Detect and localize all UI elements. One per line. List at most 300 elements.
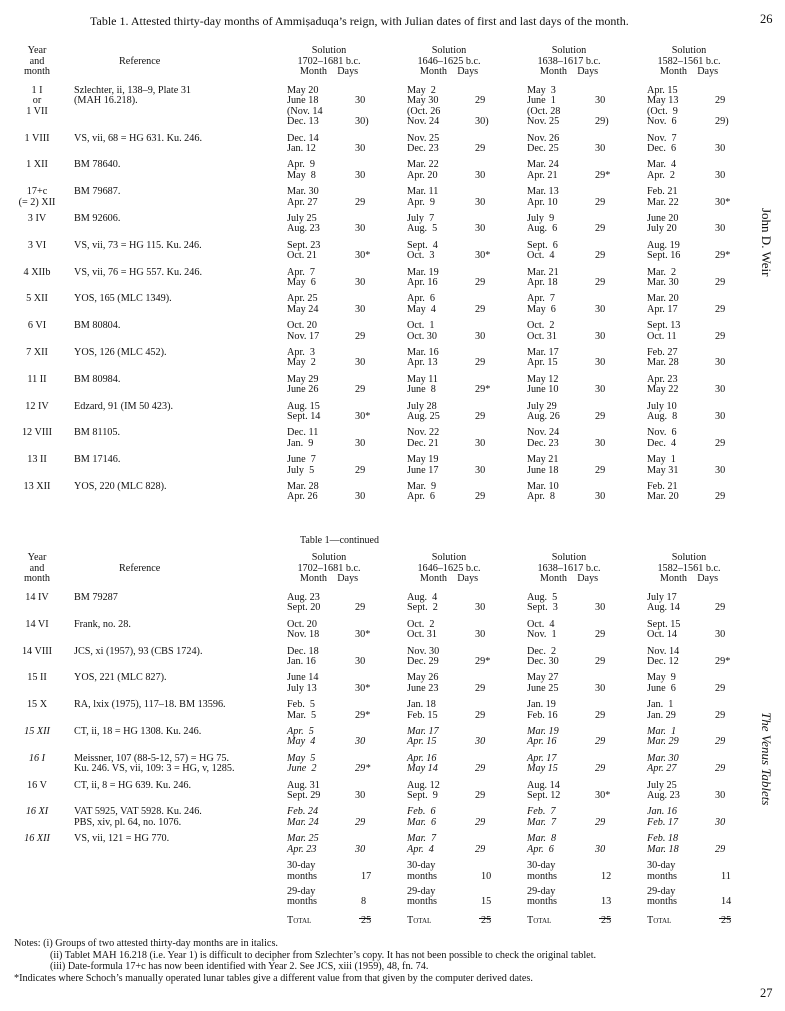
days-header: Days [577, 66, 599, 77]
table-row [14, 134, 732, 161]
days-header: Days [697, 573, 719, 584]
month-date: Mar. 17 [527, 346, 559, 358]
month-date: Jan. 9 [287, 437, 314, 449]
day-count: 30 [475, 223, 486, 235]
date-line [647, 818, 742, 828]
thirty-day-label: months 11 [647, 870, 731, 882]
month-date: Oct. 2 [407, 618, 435, 630]
day-count: 30* [355, 629, 371, 641]
month-date: Mar. 4 [647, 159, 677, 171]
date-line [647, 711, 742, 721]
date-line [407, 278, 502, 288]
month-date: Apr. 13 [407, 357, 438, 369]
date-line [287, 657, 382, 667]
month-date: Apr. 3 [287, 346, 316, 358]
solution-cell [287, 593, 382, 614]
solution-cell [527, 134, 622, 155]
day-count: 29 [475, 843, 486, 855]
date-line [527, 466, 622, 476]
month-date: May 20 [287, 85, 319, 96]
month-date: Aug. 12 [407, 779, 440, 791]
month-date: Dec. 21 [407, 437, 439, 449]
day-count: 30* [595, 789, 611, 801]
month-date: Oct. 31 [407, 629, 437, 641]
solution-cell [527, 214, 622, 235]
month-date: May 15 [527, 763, 558, 775]
month-date: Jan. 16 [647, 806, 677, 818]
month-date: May 13 [647, 95, 679, 107]
year-month-cell [14, 593, 60, 603]
date-line [407, 117, 502, 127]
solution-cell [407, 294, 502, 315]
reference-line: CT, ii, 18 = HG 1308. Ku. 246. [74, 725, 202, 737]
date-line [287, 455, 382, 465]
solution-cell [407, 348, 502, 369]
year-month-line: 4 XIIb [23, 266, 51, 278]
day-count: 29 [595, 464, 606, 476]
days-header: Days [457, 573, 479, 584]
day-count: 30 [715, 223, 726, 235]
reference-cell [74, 647, 203, 657]
month-date: Sept. 12 [527, 789, 561, 801]
date-line [407, 385, 502, 395]
solution-cell [287, 807, 382, 828]
day-count: 30 [475, 330, 486, 342]
month-date: Nov. 24 [407, 116, 440, 128]
date-line [287, 332, 382, 342]
month-date: Feb. 15 [407, 709, 438, 721]
solution-column-header [399, 46, 499, 78]
year-month-cell [14, 727, 60, 737]
table-part-2 [14, 553, 732, 931]
year-month-cell [14, 160, 60, 170]
year-month-line: 14 VI [25, 618, 49, 630]
solution-range: 1702–1681 b.c. [297, 562, 361, 574]
day-count: 30* [355, 410, 371, 422]
summary-cell [287, 861, 397, 927]
reference-line: VS, vii, 76 = HG 557. Ku. 246. [74, 266, 203, 278]
solution-cell [647, 700, 742, 721]
month-date: Aug. 6 [527, 223, 558, 235]
twentynine-day-label: 29-day [287, 885, 316, 897]
date-line [527, 764, 622, 774]
day-count: 29 [355, 330, 366, 342]
day-count: 29 [595, 410, 606, 422]
date-line [407, 630, 502, 640]
month-date: Apr. 21 [527, 169, 558, 181]
solution-cell [527, 700, 622, 721]
month-date: Dec. 4 [647, 437, 677, 449]
day-count: 30 [595, 491, 606, 503]
total-count: 25 [721, 915, 732, 927]
day-count: 29) [595, 116, 609, 128]
month-date: Dec. 11 [287, 427, 319, 439]
day-count: 30) [475, 116, 489, 128]
date-line [527, 198, 622, 208]
month-date: Apr. 23 [287, 843, 317, 855]
month-date: May 2 [287, 357, 316, 369]
month-date: May 29 [287, 373, 319, 385]
reference-line: BM 79287 [74, 592, 118, 603]
reference-cell [74, 268, 202, 278]
month-date: Nov. 18 [287, 629, 320, 641]
month-date: Dec. 6 [647, 142, 677, 154]
month-date: Feb. 24 [287, 806, 319, 818]
day-count: 29* [595, 169, 611, 181]
day-count: 30 [475, 464, 486, 476]
month-date: Mar. 8 [527, 833, 557, 845]
month-date: Jan. 12 [287, 142, 316, 154]
day-count: 30 [355, 223, 366, 235]
year-month-line: 15 II [27, 672, 47, 684]
month-date: Nov. 30 [407, 645, 440, 657]
twentynine-day-count: 14 [721, 896, 732, 908]
day-count: 30 [355, 655, 366, 667]
month-date: May 5 [287, 752, 316, 764]
month-date: Mar. 30 [647, 752, 679, 764]
year-month-cell [14, 781, 60, 791]
date-line [407, 684, 502, 694]
day-count: 30 [355, 276, 366, 288]
solution-cell [407, 754, 502, 775]
day-count: 30 [595, 384, 606, 396]
reference-line: Szlechter, ii, 138–9, Plate 31 [74, 85, 192, 96]
month-date: Sept. 9 [407, 789, 438, 801]
date-line [407, 603, 502, 613]
date-line [527, 657, 622, 667]
year-month-line: 13 XII [23, 480, 51, 492]
month-date: Aug. 23 [287, 223, 320, 235]
year-month-line: 1 VII [26, 105, 48, 117]
date-line [527, 603, 622, 613]
year-month-cell [14, 673, 60, 683]
day-count: 29* [475, 655, 491, 667]
summary-cell [647, 861, 757, 927]
date-line [647, 492, 742, 502]
solution-cell [647, 294, 742, 315]
solution-cell [647, 134, 742, 155]
month-date: May 24 [287, 303, 319, 315]
twentynine-day-label: months 13 [527, 896, 612, 908]
solution-cell [407, 375, 502, 396]
year-month-line: 16 I [28, 752, 46, 764]
year-month-cell [14, 402, 60, 412]
date-line [527, 117, 622, 127]
month-date: Oct. 30 [407, 330, 437, 342]
date-line [647, 321, 742, 331]
month-date: May 6 [287, 276, 316, 288]
date-line [527, 684, 622, 694]
date-line [647, 278, 742, 288]
solution-cell [407, 187, 502, 208]
month-date: May 30 [407, 95, 439, 107]
month-date: June 6 [647, 682, 676, 694]
solution-cell [287, 673, 382, 694]
year-month-line: or [32, 95, 42, 107]
day-count: 29 [595, 629, 606, 641]
month-date: June 1 [527, 95, 556, 107]
month-date: July 28 [407, 400, 437, 412]
reference-cell [74, 620, 131, 630]
month-date: Apr. 16 [407, 276, 438, 288]
day-count: 29 [715, 602, 726, 614]
solution-range: 1702–1681 b.c. [297, 55, 361, 67]
month-date: June 7 [287, 454, 316, 466]
solution-column-header [639, 46, 739, 78]
days-header: Days [337, 66, 359, 77]
solution-cell [407, 482, 502, 503]
reference-cell [74, 134, 202, 144]
solution-cell [647, 482, 742, 503]
month-date: (Nov. 14 [287, 105, 323, 117]
month-date: Oct. 4 [527, 618, 555, 630]
reference-line: BM 17146. [74, 454, 121, 466]
reference-cell [74, 673, 167, 683]
date-line [647, 439, 742, 449]
month-date: July 5 [287, 464, 315, 476]
month-date: Nov. 25 [407, 132, 440, 144]
day-count: 30 [355, 169, 366, 181]
year-month-line: 1 I [31, 85, 43, 96]
month-date: Aug. 5 [407, 223, 438, 235]
month-header: Month [539, 66, 568, 77]
reference-line: YOS, 220 (MLC 828). [74, 480, 167, 492]
days-header: Days [457, 66, 479, 77]
year-month-line: 15 X [26, 699, 48, 711]
reference-line: YOS, 221 (MLC 827). [74, 672, 167, 684]
date-line [287, 818, 382, 828]
year-month-cell [14, 214, 60, 224]
solution-cell [287, 620, 382, 641]
month-date: Mar. 28 [287, 480, 319, 492]
solution-cell [647, 86, 742, 128]
date-line [407, 818, 502, 828]
table-row [14, 455, 732, 482]
thirty-day-count: 12 [601, 870, 612, 882]
day-count: 29 [595, 763, 606, 775]
reference-cell [74, 807, 202, 828]
day-count: 30 [715, 142, 726, 154]
day-count: 29 [475, 357, 486, 369]
solution-cell [647, 160, 742, 181]
date-line [527, 358, 622, 368]
solution-cell [407, 321, 502, 342]
date-line [647, 845, 742, 855]
summary-cell [527, 861, 637, 927]
date-line [407, 144, 502, 154]
month-date: Mar. 24 [287, 816, 319, 828]
month-date: Apr. 16 [407, 752, 437, 764]
solution-range: 1638–1617 b.c. [537, 55, 601, 67]
twentynine-day-count: 8 [361, 896, 367, 908]
solution-cell [407, 700, 502, 721]
solution-cell [407, 620, 502, 641]
date-line [407, 332, 502, 342]
date-line [647, 737, 742, 747]
month-date: May 14 [407, 763, 438, 775]
month-date: Mar. 16 [407, 346, 439, 358]
month-date: July 25 [647, 779, 677, 791]
date-line [527, 455, 622, 465]
month-date: Jan. 29 [647, 709, 676, 721]
month-date: Feb. 21 [647, 480, 678, 492]
date-line [527, 492, 622, 502]
running-title: The Venus Tablets [759, 712, 774, 806]
month-date: Feb. 27 [647, 346, 678, 358]
table-part-1 [14, 46, 732, 509]
day-count: 30 [595, 602, 606, 614]
date-line [407, 711, 502, 721]
date-line [287, 358, 382, 368]
date-line [647, 385, 742, 395]
month-date: Mar. 29 [647, 736, 679, 748]
solution-label: Solution [311, 552, 347, 563]
month-date: Nov. 17 [287, 330, 320, 342]
solution-cell [647, 727, 742, 748]
reference-column-header: Reference [119, 563, 161, 574]
date-line [647, 466, 742, 476]
day-count: 29 [595, 223, 606, 235]
solution-cell [407, 268, 502, 289]
month-date: Sept. 14 [287, 410, 321, 422]
reference-cell [74, 428, 120, 438]
month-date: Nov. 6 [647, 116, 677, 128]
date-line [647, 224, 742, 234]
month-date: Mar. 18 [647, 843, 679, 855]
thirty-day-label: months 12 [527, 870, 612, 882]
month-date: July 13 [287, 682, 317, 694]
solution-cell [287, 214, 382, 235]
note-line: (iii) Date-formula 17+c has now been identified with Year 2. See JCS, xiii (1959), 48, fn. 74. [50, 961, 429, 973]
date-line [527, 630, 622, 640]
month-date: May 12 [527, 373, 559, 385]
date-line [647, 684, 742, 694]
thirty-day-label: 30-day [527, 859, 556, 871]
month-date: Apr. 9 [287, 159, 316, 171]
year-month-line: 3 VI [27, 239, 47, 251]
solution-label: Solution [551, 45, 587, 56]
month-date: Mar. 19 [527, 725, 559, 737]
day-count: 30 [355, 843, 366, 855]
month-date: Apr. 15 [647, 85, 678, 96]
year-month-cell [14, 647, 60, 657]
month-date: Mar. 24 [527, 159, 559, 171]
month-date: Apr. 6 [407, 293, 436, 305]
reference-column-header: Reference [119, 56, 161, 67]
day-count: 30 [355, 95, 366, 107]
solution-cell [287, 428, 382, 449]
day-count: 30 [595, 330, 606, 342]
date-line [407, 321, 502, 331]
month-date: Apr. 8 [527, 491, 556, 503]
solution-column-header [519, 46, 619, 78]
date-line [527, 711, 622, 721]
date-line [527, 385, 622, 395]
date-line [287, 385, 382, 395]
table-row [14, 593, 732, 620]
year-month-cell [14, 294, 60, 304]
month-date: Sept. 20 [287, 602, 321, 614]
year-month-cell [14, 754, 60, 764]
solution-cell [287, 160, 382, 181]
table-row [14, 321, 732, 348]
note-line: (ii) Tablet MAH 16.218 (i.e. Year 1) is difficult to decipher from Szlechter’s copy. It has not been possible to check the original tablet. [50, 949, 597, 961]
year-header-line: month [23, 573, 51, 584]
month-days-header [639, 67, 739, 78]
date-line [287, 305, 382, 315]
solution-cell [647, 214, 742, 235]
reference-cell [74, 375, 120, 385]
month-date: May 11 [407, 373, 439, 385]
solution-cell [527, 727, 622, 748]
date-line [527, 321, 622, 331]
day-count: 29 [595, 196, 606, 208]
solution-cell [647, 455, 742, 476]
date-line [527, 251, 622, 261]
reference-line: Meissner, 107 (88-5-12, 57) = HG 75. [74, 752, 230, 764]
solution-cell [287, 375, 382, 396]
twentynine-day-count: 13 [601, 896, 612, 908]
month-date: Sept. 15 [647, 618, 681, 630]
reference-line: VS, vii, 121 = HG 770. [74, 833, 170, 845]
date-line [407, 492, 502, 502]
solution-cell [287, 402, 382, 423]
reference-cell [74, 700, 226, 710]
date-line [287, 117, 382, 127]
month-date: May 4 [407, 303, 436, 315]
thirty-day-count: 11 [721, 870, 731, 882]
month-date: Apr. 17 [647, 303, 678, 315]
reference-cell [74, 455, 120, 465]
day-count: 29 [715, 736, 726, 748]
solution-column-header [279, 553, 379, 585]
page-number-bottom: 27 [760, 986, 773, 1000]
table-row [14, 187, 732, 214]
month-date: Feb. 7 [527, 806, 556, 818]
solution-cell [287, 241, 382, 262]
year-month-line: 12 IV [25, 400, 49, 412]
day-count: 29 [475, 410, 486, 422]
day-count: 29* [355, 763, 371, 775]
month-date: Apr. 25 [287, 293, 318, 305]
reference-cell [74, 754, 235, 775]
reference-cell [74, 294, 172, 304]
twentynine-day-label: months 14 [647, 896, 732, 908]
solution-cell [287, 482, 382, 503]
total-count: 25 [601, 915, 612, 927]
month-date: Apr. 17 [527, 752, 557, 764]
month-date: Apr. 6 [407, 491, 436, 503]
table-row [14, 241, 732, 268]
month-date: Dec. 29 [407, 655, 439, 667]
summary-cell [407, 861, 517, 927]
month-date: (Oct. 28 [527, 105, 561, 117]
month-date: July 29 [527, 400, 557, 412]
total-label: Total 25 [647, 915, 732, 927]
month-date: Mar. 30 [287, 186, 319, 198]
day-count: 29 [715, 843, 726, 855]
thirty-day-label: months 17 [287, 870, 372, 882]
date-line [287, 278, 382, 288]
solution-cell [647, 647, 742, 668]
solution-cell [647, 620, 742, 641]
month-date: Nov. 24 [527, 427, 560, 439]
solution-column-header [399, 553, 499, 585]
date-line [287, 171, 382, 181]
solution-cell [527, 455, 622, 476]
month-header: Month [299, 573, 328, 584]
solution-cell [407, 160, 502, 181]
